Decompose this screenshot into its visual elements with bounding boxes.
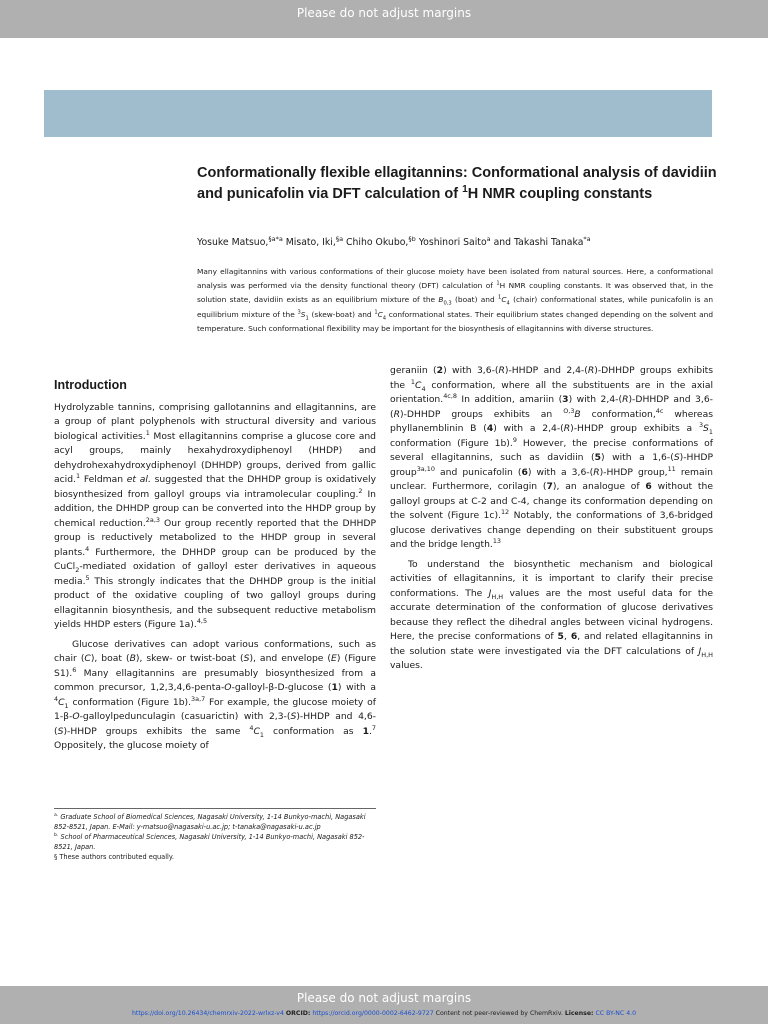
- top-margin-bar: [0, 0, 768, 38]
- footnotes: [54, 812, 376, 862]
- orcid-link[interactable]: https://orcid.org/0000-0002-6462-9727: [312, 1010, 434, 1017]
- license-link[interactable]: CC BY-NC 4.0: [595, 1010, 637, 1017]
- right-column: [390, 364, 713, 674]
- body-paragraph-3: geraniin (2) with 3,6-(R)-HHDP and 2,4-(R)-DHHDP groups exhibits the $^1C_4$ conformation, where all the substituents are in the axial orientation.$^{4c,8}$ In addition, amariin (3) with 2,4-(R)-DHHDP and 3,6-(R)-DHHDP groups exhibits an $^{O,3}$B conformation,$^{4c}$ whereas phyllanemblinin B (4) with a 2,4-(R)-HHDP group exhibits a $^3S_1$ conformation (Figure 1b).$^9$ However, the precise conformations of several ellagitannins, such as davidiin (5) with a 1,6-(S)-HHDP group$^{3a,10}$ and punicafolin (6) with a 3,6-(R)-HHDP group,$^{11}$ remain unclear. Furthermore, corilagin (7), an analogue of 6 without the galloyl groups at C-2 and C-4, change its conformation depending on the solvent (Figure 1c).$^{12}$ Notably, the conformations of 3,6-bridged glucose derivatives change depending on their substituent groups and the bridge length.$^{13}$: [390, 365, 714, 550]
- bottom-margin-bar: [0, 986, 768, 1024]
- footnote-a: $^{a.}$ Graduate School of Biomedical Sciences, Nagasaki University, 1-14 Bunkyo-machi, Nagasaki 852-8521, Japan. E-Mail: y-matsuo@nagasaki-u.ac.jp; t-tanaka@nagasaki-u.ac.jp: [54, 812, 366, 831]
- footnote-divider: [54, 808, 376, 809]
- license-label: License:: [564, 1010, 594, 1017]
- journal-banner: [44, 90, 712, 137]
- section-heading-introduction: Introduction: [54, 378, 127, 392]
- intro-paragraph-1: Hydrolyzable tannins, comprising gallotannins and ellagitannins, are a group of plant polyphenols with structural diversity and various biological activities.$^1$ Most ellagitannins comprise a glucose core and acyl groups, mainly hexahydroxydiphenoyl (HHDP) and dehydrohexahydroxydiphenoyl (DHHDP) groups, derived from gallic acid.$^1$ Feldman et al. suggested that the DHHDP group is oxidatively biosynthesized from galloyl groups via intramolecular coupling.$^2$ In addition, the DHHDP group can be converted into the HHDP group by chemical reduction.$^{2a,3}$ Our group recently reported that the DHHDP group is reductively metabolized to the HHDP group in several plants.$^4$ Furthermore, the DHHDP group can be produced by the CuCl$_2$-mediated oxidation of galloyl ester derivatives in aqueous media.$^5$ This strongly indicates that the DHHDP group is the initial product of the oxidative coupling of two galloyl groups during ellagitannin biosynthesis, and the subsequent reductive metabolism yields HHDP esters (Figure 1a).$^{4,5}$: [54, 401, 377, 630]
- margin-notice-top: Please do not adjust margins: [296, 6, 472, 20]
- doi-link[interactable]: https://doi.org/10.26434/chemrxiv-2022-wrlxz-v4: [131, 1010, 284, 1017]
- author-list: Yosuke Matsuo,$^{\S a*a}$ Misato, Iki,$^{\S a}$ Chiho Okubo,$^{\S b}$ Yoshinori Saito$^a$ and Takashi Tanaka$^{*a}$: [197, 234, 591, 248]
- peer-review-note: Content not peer-reviewed by ChemRxiv.: [435, 1010, 563, 1017]
- abstract: Many ellagitannins with various conformations of their glucose moiety have been isolated from natural sources. Here, a conformational analysis was performed via the density functional theory (DFT) calculation of $^1$H NMR coupling constants. It was observed that, in the solution state, davidiin exists as an equilibrium mixture of the $B_{0,3}$ (boat) and $^1C_4$ (chair) conformational states, while punicafolin is an equilibrium mixture of the $^3S_1$ (skew-boat) and $^1C_4$ conformational states. Their equilibrium states changed depending on the solvent and temperature. Such conformational flexibility may be important for the biosynthesis of ellagitannins with diverse structures.: [197, 267, 714, 333]
- orcid-label: ORCID:: [285, 1010, 311, 1017]
- margin-notice-bottom: Please do not adjust margins: [296, 991, 472, 1005]
- footnote-b: $^{b.}$ School of Pharmaceutical Sciences, Nagasaki University, 1-14 Bunkyo-machi, Nagasaki 852-8521, Japan.: [54, 832, 365, 851]
- preprint-metadata: [0, 1009, 768, 1019]
- body-paragraph-4: To understand the biosynthetic mechanism and biological activities of ellagitannins, it is important to clarify their precise conformations. The $J_{H,H}$ values are the most useful data for the accurate determination of the conformation of glucose derivatives because they reflect the dihedral angles between vicinal hydrogens. Here, the precise conformations of 5, 6, and related ellagitannins in the solution state were investigated via the DFT calculations of $J_{H,H}$ values.: [390, 558, 714, 671]
- article-title: Conformationally flexible ellagitannins: Conformational analysis of davidiin and punicafolin via DFT calculation of $^1$H NMR coupling constants: [197, 165, 717, 202]
- footnote-equal-contribution: § These authors contributed equally.: [54, 853, 174, 861]
- left-column: [54, 378, 376, 754]
- intro-paragraph-2: Glucose derivatives can adopt various conformations, such as chair (C), boat (B), skew- or twist-boat (S), and envelope (E) (Figure S1).$^6$ Many ellagitannins are presumably biosynthesized from a common precursor, 1,2,3,4,6-penta-O-galloyl-β-D-glucose (1) with a $^4C_1$ conformation (Figure 1b).$^{3a,7}$ For example, the glucose moiety of 1-β-O-galloylpedunculagin (casuarictin) with 2,3-(S)-HHDP and 4,6-(S)-HHDP groups exhibits the same $^4C_1$ conformation as 1.$^7$ Oppositely, the glucose moiety of: [54, 638, 377, 751]
